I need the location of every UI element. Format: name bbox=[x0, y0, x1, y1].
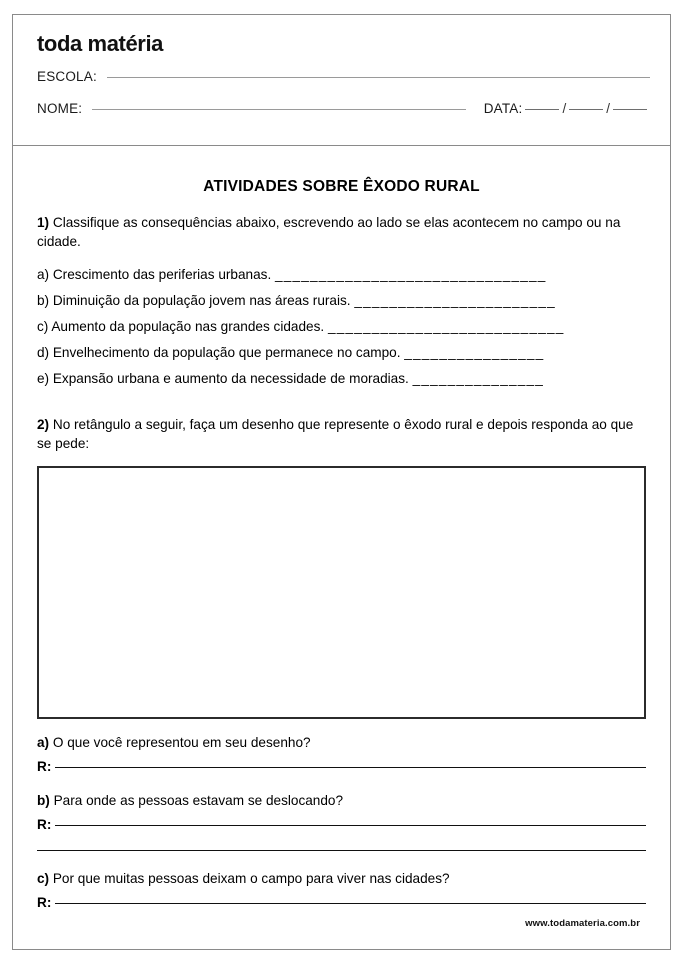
subquestion-a-text bbox=[37, 734, 646, 752]
answer-prefix: R: bbox=[37, 817, 52, 832]
subquestion-c-text bbox=[37, 870, 646, 888]
item-label: b) Diminuição da população jovem nas áreas rurais. bbox=[37, 293, 355, 308]
date-month-input[interactable] bbox=[569, 109, 603, 110]
subquestion-c-body: Por que muitas pessoas deixam o campo para viver nas cidades? bbox=[49, 871, 450, 886]
subquestion-b-text bbox=[37, 792, 646, 810]
brand-logo: toda matéria bbox=[37, 31, 164, 56]
question-1-prompt bbox=[37, 213, 646, 251]
question-1-number: 1) bbox=[37, 215, 50, 230]
school-input-line[interactable] bbox=[107, 77, 650, 78]
question-2-number: 2) bbox=[37, 417, 50, 432]
school-field-row bbox=[37, 69, 650, 84]
question-2-prompt bbox=[37, 415, 646, 453]
name-label: NOME: bbox=[37, 101, 83, 116]
item-blank[interactable]: ________________ bbox=[404, 345, 545, 360]
answer-input-line[interactable] bbox=[55, 767, 646, 768]
item-label: a) Crescimento das periferias urbanas. bbox=[37, 267, 275, 282]
worksheet-page bbox=[12, 14, 671, 950]
answer-row bbox=[37, 895, 646, 910]
question-2-text: No retângulo a seguir, faça um desenho que represente o êxodo rural e depois responda ao que se pede: bbox=[37, 417, 634, 451]
date-separator-2: / bbox=[606, 101, 610, 116]
list-item bbox=[37, 366, 646, 392]
subquestion-b-label: b) bbox=[37, 793, 50, 808]
subquestion-a bbox=[37, 734, 646, 774]
worksheet-content bbox=[13, 146, 670, 949]
item-blank[interactable]: _______________________________ bbox=[275, 267, 547, 282]
answer-prefix: R: bbox=[37, 759, 52, 774]
subquestion-a-label: a) bbox=[37, 735, 50, 750]
subquestion-b-body: Para onde as pessoas estavam se deslocando? bbox=[49, 793, 344, 808]
question-1-text: Classifique as consequências abaixo, escrevendo ao lado se elas acontecem no campo ou na cidade. bbox=[37, 215, 621, 249]
list-item bbox=[37, 314, 646, 340]
item-blank[interactable]: _______________ bbox=[412, 371, 544, 386]
list-item bbox=[37, 340, 646, 366]
subquestion-b bbox=[37, 792, 646, 851]
item-label: c) Aumento da população nas grandes cidades. bbox=[37, 319, 328, 334]
drawing-area[interactable] bbox=[37, 466, 646, 719]
answer-prefix: R: bbox=[37, 895, 52, 910]
item-blank[interactable]: _______________________ bbox=[354, 293, 556, 308]
answer-input-line[interactable] bbox=[55, 825, 646, 826]
worksheet-header bbox=[13, 15, 670, 146]
name-input-line[interactable] bbox=[92, 109, 465, 110]
item-label: d) Envelhecimento da população que permanece no campo. bbox=[37, 345, 405, 360]
date-label: DATA: bbox=[483, 101, 523, 116]
list-item bbox=[37, 262, 646, 288]
question-1-block bbox=[37, 213, 646, 453]
date-field-group bbox=[484, 101, 650, 116]
list-item bbox=[37, 288, 646, 314]
school-label: ESCOLA: bbox=[37, 69, 97, 84]
date-day-input[interactable] bbox=[525, 109, 559, 110]
footer-url: www.todamateria.com.br bbox=[525, 918, 640, 929]
subquestion-c bbox=[37, 870, 646, 910]
answer-row bbox=[37, 817, 646, 832]
date-separator-1: / bbox=[562, 101, 567, 116]
answer-row bbox=[37, 759, 646, 774]
subquestion-a-body: O que você representou em seu desenho? bbox=[49, 735, 311, 750]
item-label: e) Expansão urbana e aumento da necessidade de moradias. bbox=[37, 371, 413, 386]
date-year-input[interactable] bbox=[613, 109, 647, 110]
page-title: ATIVIDADES SOBRE ÊXODO RURAL bbox=[203, 178, 480, 195]
item-blank[interactable]: ___________________________ bbox=[327, 319, 565, 334]
subquestion-c-label: c) bbox=[37, 871, 50, 886]
question-1-items bbox=[37, 262, 646, 392]
answer-input-line-second[interactable] bbox=[37, 850, 646, 851]
name-field-row bbox=[37, 101, 650, 116]
answer-input-line[interactable] bbox=[55, 903, 646, 904]
